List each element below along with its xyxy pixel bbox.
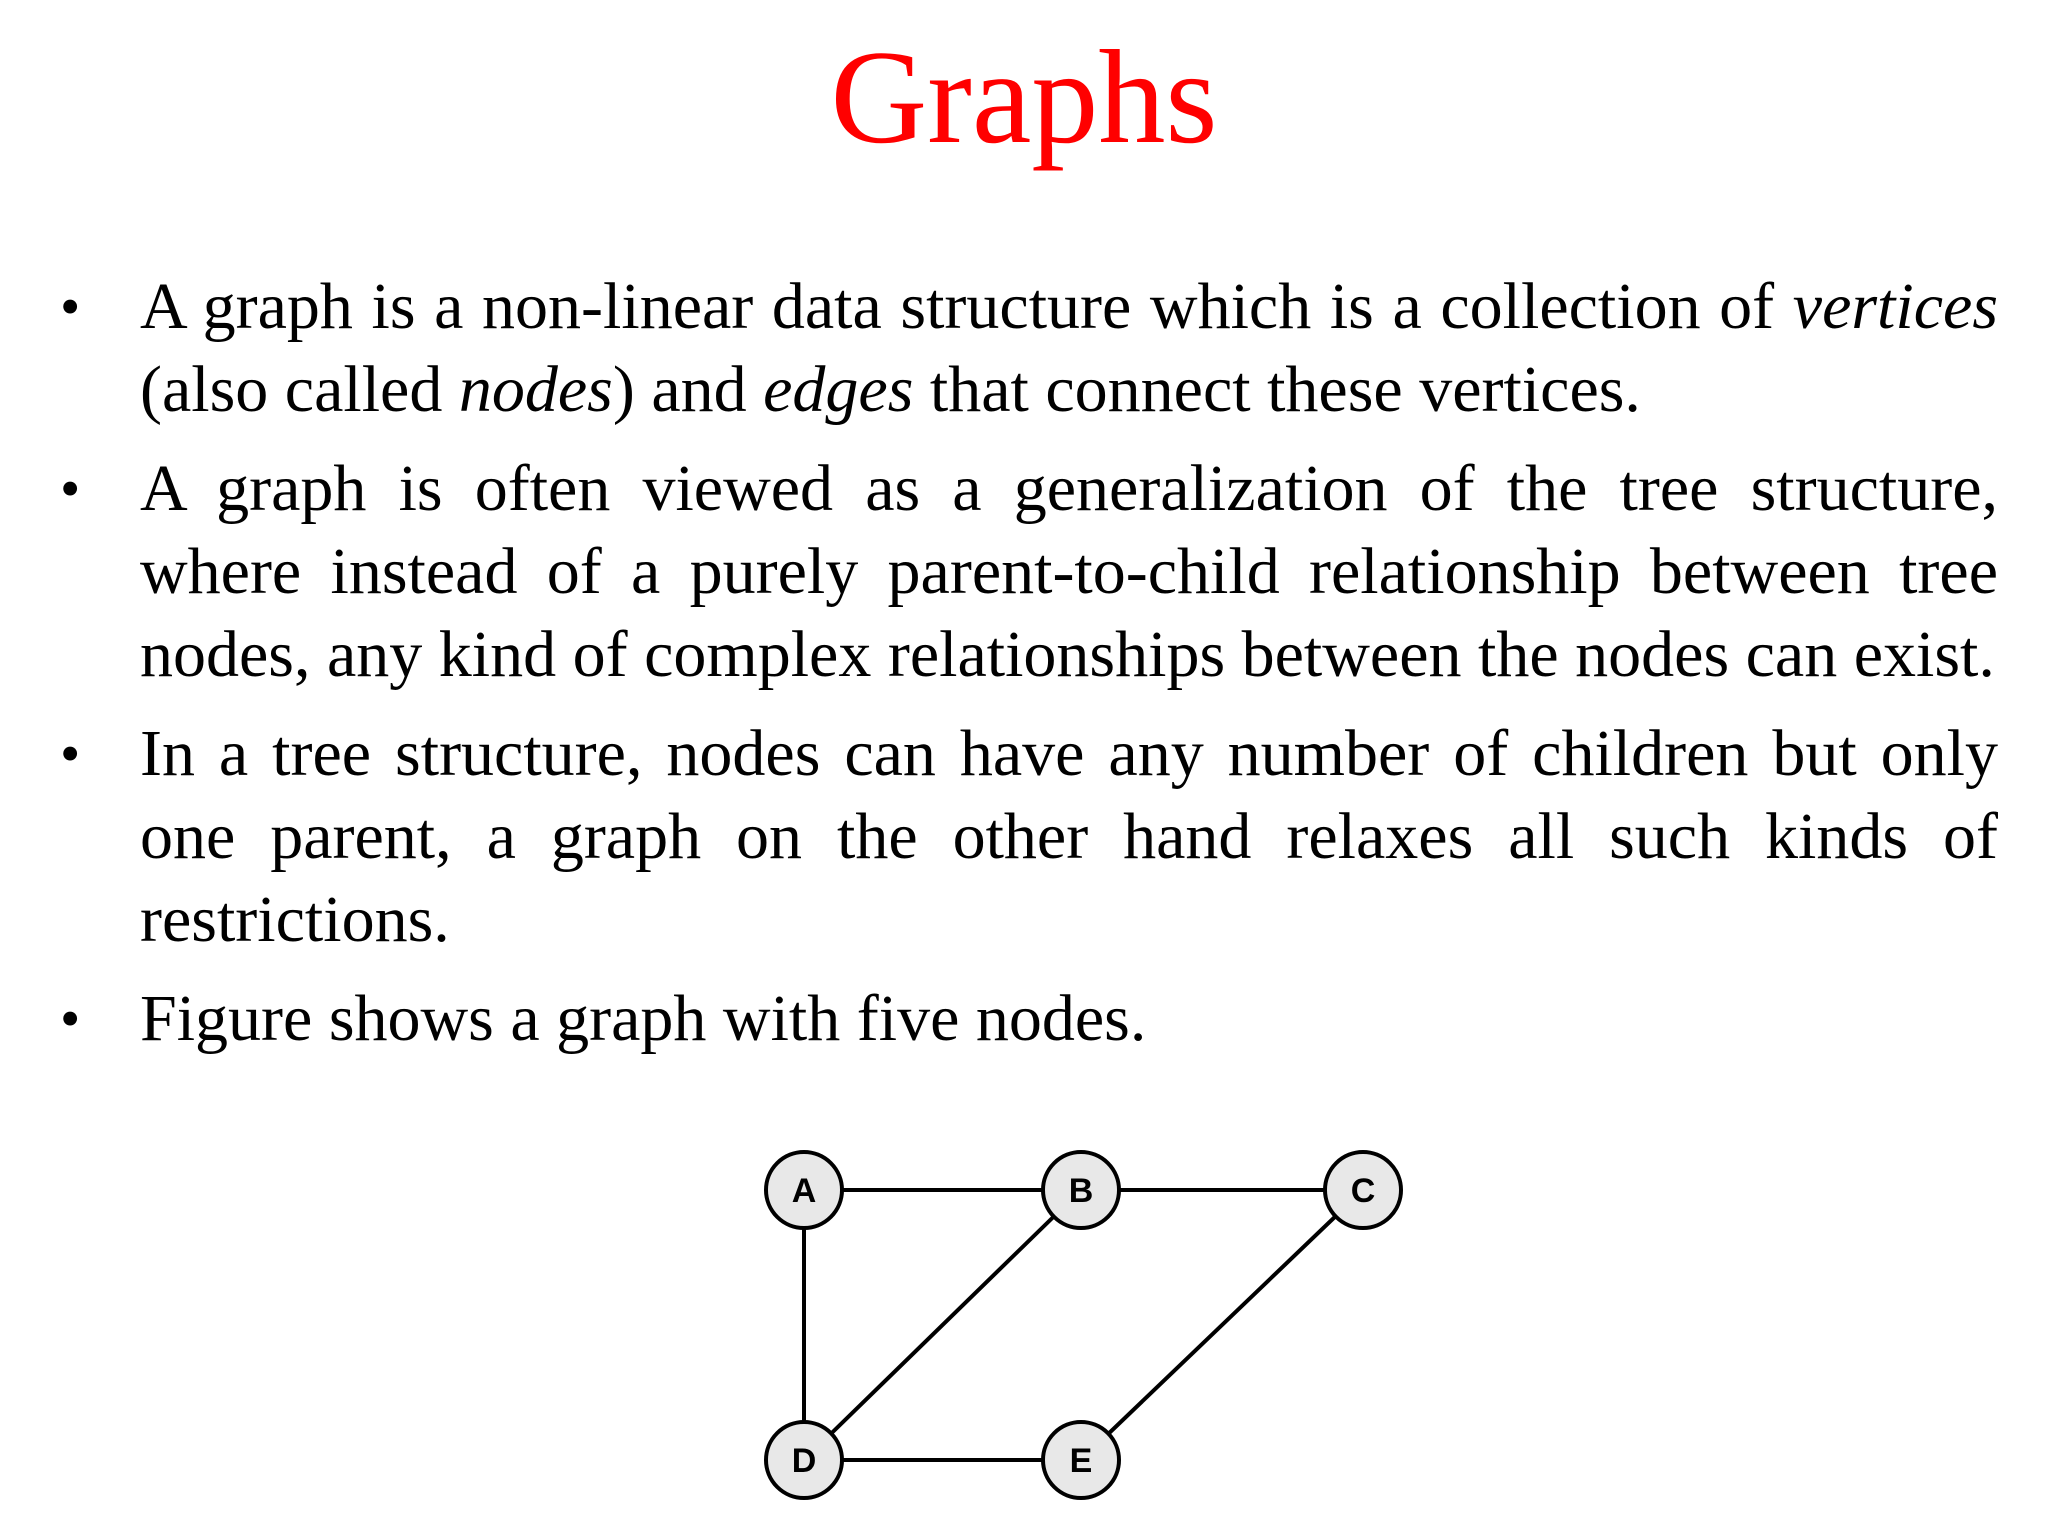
- graph-node-b: [1043, 1152, 1119, 1228]
- bullet-list: [60, 265, 1998, 1076]
- term-vertices: vertices: [1792, 270, 1998, 343]
- graph-node-e: [1043, 1422, 1119, 1498]
- bullet-text-segment: A graph is a non-linear data structure which is a collection of: [140, 270, 1793, 343]
- node-label: D: [791, 1442, 817, 1480]
- node-label: A: [791, 1172, 817, 1210]
- node-label: C: [1350, 1172, 1376, 1210]
- bullet-icon: •: [60, 721, 81, 786]
- node-label: B: [1068, 1172, 1094, 1210]
- term-edges: edges: [763, 353, 914, 426]
- bullet-text: [140, 270, 1998, 426]
- graph-node-c: [1325, 1152, 1401, 1228]
- bullet-text-segment: that connect these vertices.: [913, 353, 1641, 426]
- edge-c-e: [1081, 1190, 1363, 1460]
- bullet-text: In a tree structure, nodes can have any number of children but only one parent, a graph on the other hand relaxes all such kinds of restrictions.: [140, 717, 1998, 956]
- bullet-item: [60, 265, 1998, 431]
- bullet-icon: •: [60, 986, 81, 1051]
- graph-node-d: [766, 1422, 842, 1498]
- bullet-text-segment: (also called: [140, 353, 459, 426]
- bullet-text-segment: ) and: [612, 353, 764, 426]
- graph-diagram: [740, 1130, 1440, 1536]
- graph-node-a: [766, 1152, 842, 1228]
- bullet-item: [60, 712, 1998, 961]
- bullet-icon: •: [60, 274, 81, 339]
- bullet-text: Figure shows a graph with five nodes.: [140, 982, 1147, 1055]
- bullet-item: [60, 447, 1998, 696]
- edge-b-d: [804, 1190, 1081, 1460]
- bullet-icon: •: [60, 456, 81, 521]
- bullet-text: A graph is often viewed as a generalization of the tree structure, where instead of a purely parent-to-child relationship between tree nodes, any kind of complex relationships between the nodes can exist.: [140, 452, 1998, 691]
- term-nodes: nodes: [458, 353, 613, 426]
- slide-title: Graphs: [830, 23, 1218, 171]
- node-label: E: [1069, 1442, 1093, 1480]
- bullet-item: [60, 977, 1998, 1060]
- graph-figure: [740, 1130, 1440, 1536]
